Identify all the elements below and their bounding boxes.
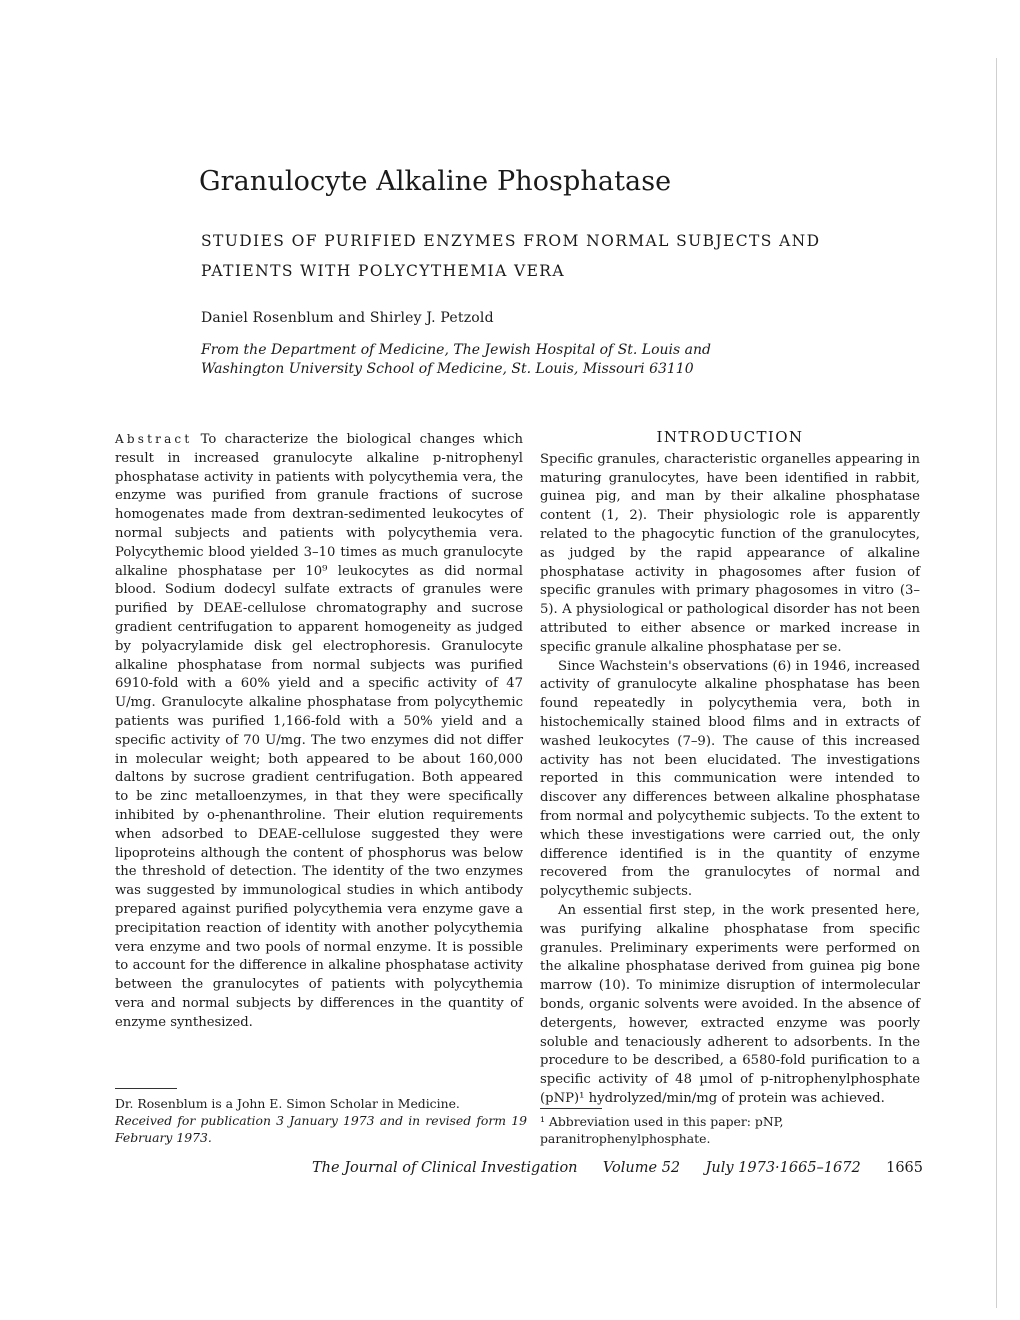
article-title: Granulocyte Alkaline Phosphatase bbox=[199, 166, 672, 197]
intro-paragraph-3: An essential first step, in the work presented here, was purifying alkaline phosphatase from specific granules. Preliminary experiments were performed on the alkaline phosphatase derived from guinea pig bone marrow (10). To minimize disruption of intermolecular bonds, organic solvents were avoided. In the absence of detergents, however, extracted enzyme was poorly soluble and tenaciously adherent to adsorbents. In the procedure to be described, a 6580-fold purification to a specific activity of 48 µmol of p-nitrophenylphosphate (pNP)¹ hydrolyzed/min/mg of protein was achieved. bbox=[540, 902, 920, 1106]
page-number: 1665 bbox=[886, 1160, 923, 1176]
intro-paragraph-1: Specific granules, characteristic organelles appearing in maturing granulocytes, have been identified in rabbit, guinea pig, and man by their alkaline phosphatase content (1, 2). Their physiologic role is apparently related to the phagocytic function of the granulocytes, as judged by the rapid appearance of alkaline phosphatase activity in phagosomes after fusion of specific granules with primary phagosomes in vitro (3–5). A physiological or pathological disorder has not been attributed to either absence or marked increase in specific granule alkaline phosphatase per se. bbox=[540, 451, 920, 655]
introduction-heading: INTRODUCTION bbox=[656, 428, 804, 446]
journal-name: The Journal of Clinical Investigation bbox=[312, 1160, 578, 1176]
article-subtitle: STUDIES OF PURIFIED ENZYMES FROM NORMAL SUBJECTS AND PATIENTS WITH POLYCYTHEMIA VERA bbox=[201, 232, 821, 280]
page-footer bbox=[312, 1160, 923, 1176]
intro-paragraph-2: Since Wachstein's observations (6) in 1946, increased activity of granulocyte alkaline phosphatase has been found repeatedly in polycythemia vera, both in histochemically stained blood films and in extracts of washed leukocytes (7–9). The cause of this increased activity has not been elucidated. The investigations reported in this communication were intended to discover any differences between alkaline phosphatase from normal and polycythemic subjects. To the extent to which these investigations were carried out, the only difference identified is in the quantity of enzyme recovered from the granulocytes of normal and polycythemic subjects. bbox=[540, 658, 920, 900]
abstract-label: Abstract bbox=[115, 432, 193, 446]
footnote-received: Received for publication 3 January 1973 and in revised form 19 February 1973. bbox=[115, 1113, 527, 1145]
author-list: Daniel Rosenblum and Shirley J. Petzold bbox=[201, 310, 494, 326]
footnote-divider-left bbox=[115, 1088, 177, 1089]
scan-margin-line bbox=[996, 58, 997, 1308]
journal-date-pages: July 1973·1665–1672 bbox=[705, 1160, 861, 1176]
abstract-section bbox=[115, 430, 523, 1033]
introduction-section bbox=[540, 428, 920, 1109]
abstract-text: To characterize the biological changes which result in increased granulocyte alkaline p-nitrophenyl phosphatase activity in patients with polycythemia vera, the enzyme was purified from granule fractions of sucrose homogenates made from dextran-sedimented leukocytes of normal subjects and patients with polycythemia vera. Polycythemic blood yielded 3–10 times as much granulocyte alkaline phosphatase per 10⁹ leukocytes as did normal blood. Sodium dodecyl sulfate extracts of granules were purified by DEAE-cellulose chromatography and sucrose gradient centrifugation to apparent homogeneity as judged by polyacrylamide disk gel electrophoresis. Granulocyte alkaline phosphatase from normal subjects was purified 6910-fold with a 60% yield and a specific activity of 47 U/mg. Granulocyte alkaline phosphatase from polycythemic patients was purified 1,166-fold with a 50% yield and a specific activity of 70 U/mg. The two enzymes did not differ in molecular weight; both appeared to be about 160,000 daltons by sucrose gradient centrifugation. Both appeared to be zinc metalloenzymes, in that they were specifically inhibited by o-phenanthroline. Their elution requirements when adsorbed to DEAE-cellulose suggested they were lipoproteins although the content of phosphorus was below the threshold of detection. The identity of the two enzymes was suggested by immunological studies in which antibody prepared against purified polycythemia vera enzyme gave a precipitation reaction of identity with another polycythemia vera enzyme and two pools of normal enzyme. It is possible to account for the difference in alkaline phosphatase activity between the granulocytes of patients with polycythemia vera and normal subjects by differences in the quantity of enzyme synthesized. bbox=[115, 432, 523, 1030]
footnote-divider-right bbox=[540, 1108, 602, 1109]
abstract-paragraph bbox=[115, 430, 523, 1033]
footnote-abbreviation: ¹ Abbreviation used in this paper: pNP, paranitrophenylphosphate. bbox=[540, 1114, 784, 1146]
journal-volume: Volume 52 bbox=[602, 1160, 681, 1176]
footnote-scholar: Dr. Rosenblum is a John E. Simon Scholar in Medicine. bbox=[115, 1096, 460, 1111]
footnote-left bbox=[115, 1095, 527, 1146]
author-affiliation: From the Department of Medicine, The Jewish Hospital of St. Louis and Washington University School of Medicine, St. Louis, Missouri 63110 bbox=[201, 342, 711, 377]
